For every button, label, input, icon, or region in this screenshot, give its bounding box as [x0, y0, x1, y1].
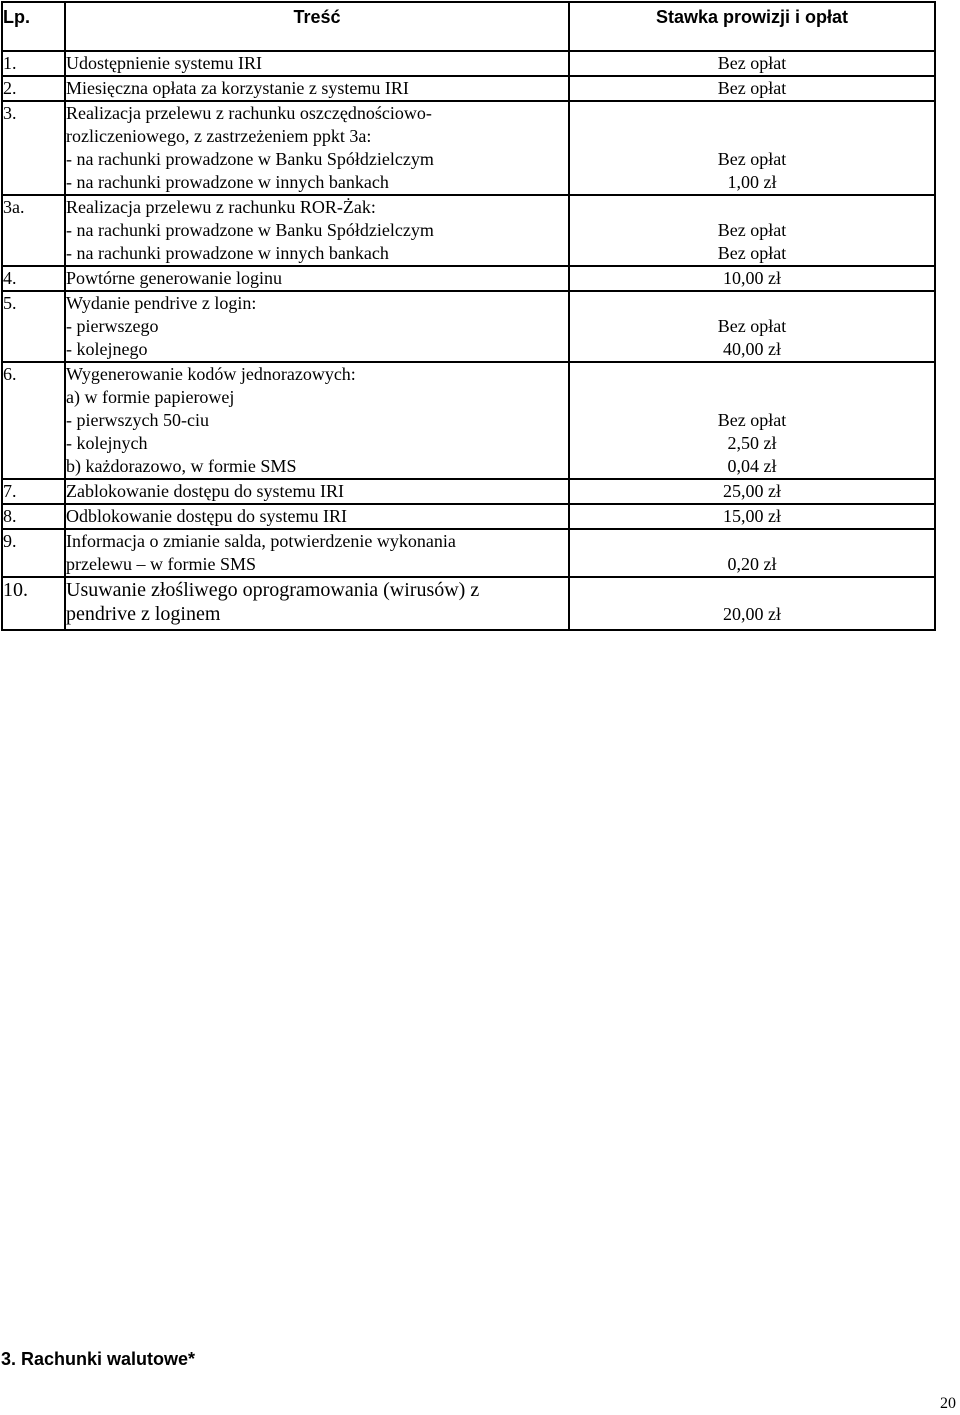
table-row — [2, 362, 935, 479]
description-line: przelewu – w formie SMS — [66, 554, 256, 574]
rate-line: Bez opłat — [717, 53, 787, 73]
rate-line: 25,00 zł — [723, 481, 781, 501]
rate-line — [570, 386, 934, 409]
rate-line: 2,50 zł — [727, 433, 777, 453]
section-heading: 3. Rachunki walutowe* — [1, 1349, 196, 1369]
row-description — [65, 577, 569, 630]
description-line: Usuwanie złośliwego oprogramowania (wirusów) z — [66, 579, 480, 601]
rate-line — [570, 292, 934, 315]
row-rate — [569, 76, 935, 101]
table-header-row — [2, 2, 935, 51]
row-description — [65, 291, 569, 362]
description-line: b) każdorazowo, w formie SMS — [66, 456, 297, 476]
description-line: Zablokowanie dostępu do systemu IRI — [66, 481, 344, 501]
row-rate — [569, 362, 935, 479]
row-rate — [569, 195, 935, 266]
table-row — [2, 529, 935, 577]
row-number: 6. — [2, 362, 65, 479]
description-line: Wydanie pendrive z login: — [66, 293, 257, 313]
row-description — [65, 479, 569, 504]
rate-line — [570, 102, 934, 125]
description-line: - na rachunki prowadzone w innych bankach — [66, 172, 389, 192]
table-row — [2, 51, 935, 76]
row-description — [65, 362, 569, 479]
row-rate — [569, 479, 935, 504]
row-number: 2. — [2, 76, 65, 101]
row-description — [65, 529, 569, 577]
rate-line — [570, 363, 934, 386]
description-line: Odblokowanie dostępu do systemu IRI — [66, 506, 347, 526]
row-number: 1. — [2, 51, 65, 76]
rate-line: 20,00 zł — [723, 604, 781, 624]
rate-line: 0,04 zł — [727, 456, 777, 476]
row-rate — [569, 504, 935, 529]
row-number: 10. — [2, 577, 65, 630]
row-number: 3. — [2, 101, 65, 195]
description-line: - kolejnego — [66, 339, 148, 359]
page-number: 20 — [940, 1395, 956, 1412]
description-line: Realizacja przelewu z rachunku oszczędnościowo- — [66, 103, 432, 123]
description-line: Udostępnienie systemu IRI — [66, 53, 262, 73]
row-number: 3a. — [2, 195, 65, 266]
table-row — [2, 504, 935, 529]
rate-line: Bez opłat — [717, 410, 787, 430]
description-line: - pierwszego — [66, 316, 159, 336]
table-row — [2, 101, 935, 195]
row-description — [65, 51, 569, 76]
rate-line — [570, 530, 934, 553]
rate-line — [570, 125, 934, 148]
description-line: Powtórne generowanie loginu — [66, 268, 282, 288]
row-number: 4. — [2, 266, 65, 291]
rate-line: Bez opłat — [717, 78, 787, 98]
table-row — [2, 291, 935, 362]
rate-line — [570, 196, 934, 219]
rate-line: 0,20 zł — [727, 554, 777, 574]
description-line: a) w formie papierowej — [66, 387, 235, 407]
description-line: pendrive z loginem — [66, 603, 221, 625]
fee-table — [1, 1, 936, 631]
header-description: Treść — [65, 2, 569, 51]
rate-line: 15,00 zł — [723, 506, 781, 526]
table-row — [2, 577, 935, 630]
description-line: rozliczeniowego, z zastrzeżeniem ppkt 3a: — [66, 126, 372, 146]
description-line: Wygenerowanie kodów jednorazowych: — [66, 364, 356, 384]
rate-line: Bez opłat — [717, 316, 787, 336]
row-description — [65, 195, 569, 266]
rate-line: Bez opłat — [717, 243, 787, 263]
table-row — [2, 195, 935, 266]
table-row — [2, 266, 935, 291]
rate-line: 40,00 zł — [723, 339, 781, 359]
row-rate — [569, 266, 935, 291]
row-number: 9. — [2, 529, 65, 577]
rate-line: 1,00 zł — [727, 172, 777, 192]
description-line: - na rachunki prowadzone w Banku Spółdzielczym — [66, 220, 434, 240]
header-rate: Stawka prowizji i opłat — [569, 2, 935, 51]
description-line: Miesięczna opłata za korzystanie z systemu IRI — [66, 78, 409, 98]
table-row — [2, 479, 935, 504]
rate-line: Bez opłat — [717, 149, 787, 169]
rate-line: 10,00 zł — [723, 268, 781, 288]
row-description — [65, 266, 569, 291]
description-line: - pierwszych 50-ciu — [66, 410, 209, 430]
description-line: Informacja o zmianie salda, potwierdzenie wykonania — [66, 531, 456, 551]
row-rate — [569, 577, 935, 630]
rate-line: Bez opłat — [717, 220, 787, 240]
row-description — [65, 504, 569, 529]
row-number: 7. — [2, 479, 65, 504]
row-rate — [569, 51, 935, 76]
description-line: - na rachunki prowadzone w innych bankach — [66, 243, 389, 263]
description-line: Realizacja przelewu z rachunku ROR-Żak: — [66, 197, 376, 217]
row-number: 8. — [2, 504, 65, 529]
rate-line — [570, 578, 934, 601]
row-rate — [569, 291, 935, 362]
row-rate — [569, 101, 935, 195]
description-line: - na rachunki prowadzone w Banku Spółdzielczym — [66, 149, 434, 169]
row-description — [65, 101, 569, 195]
row-number: 5. — [2, 291, 65, 362]
row-rate — [569, 529, 935, 577]
header-lp: Lp. — [2, 2, 65, 51]
table-row — [2, 76, 935, 101]
row-description — [65, 76, 569, 101]
description-line: - kolejnych — [66, 433, 148, 453]
